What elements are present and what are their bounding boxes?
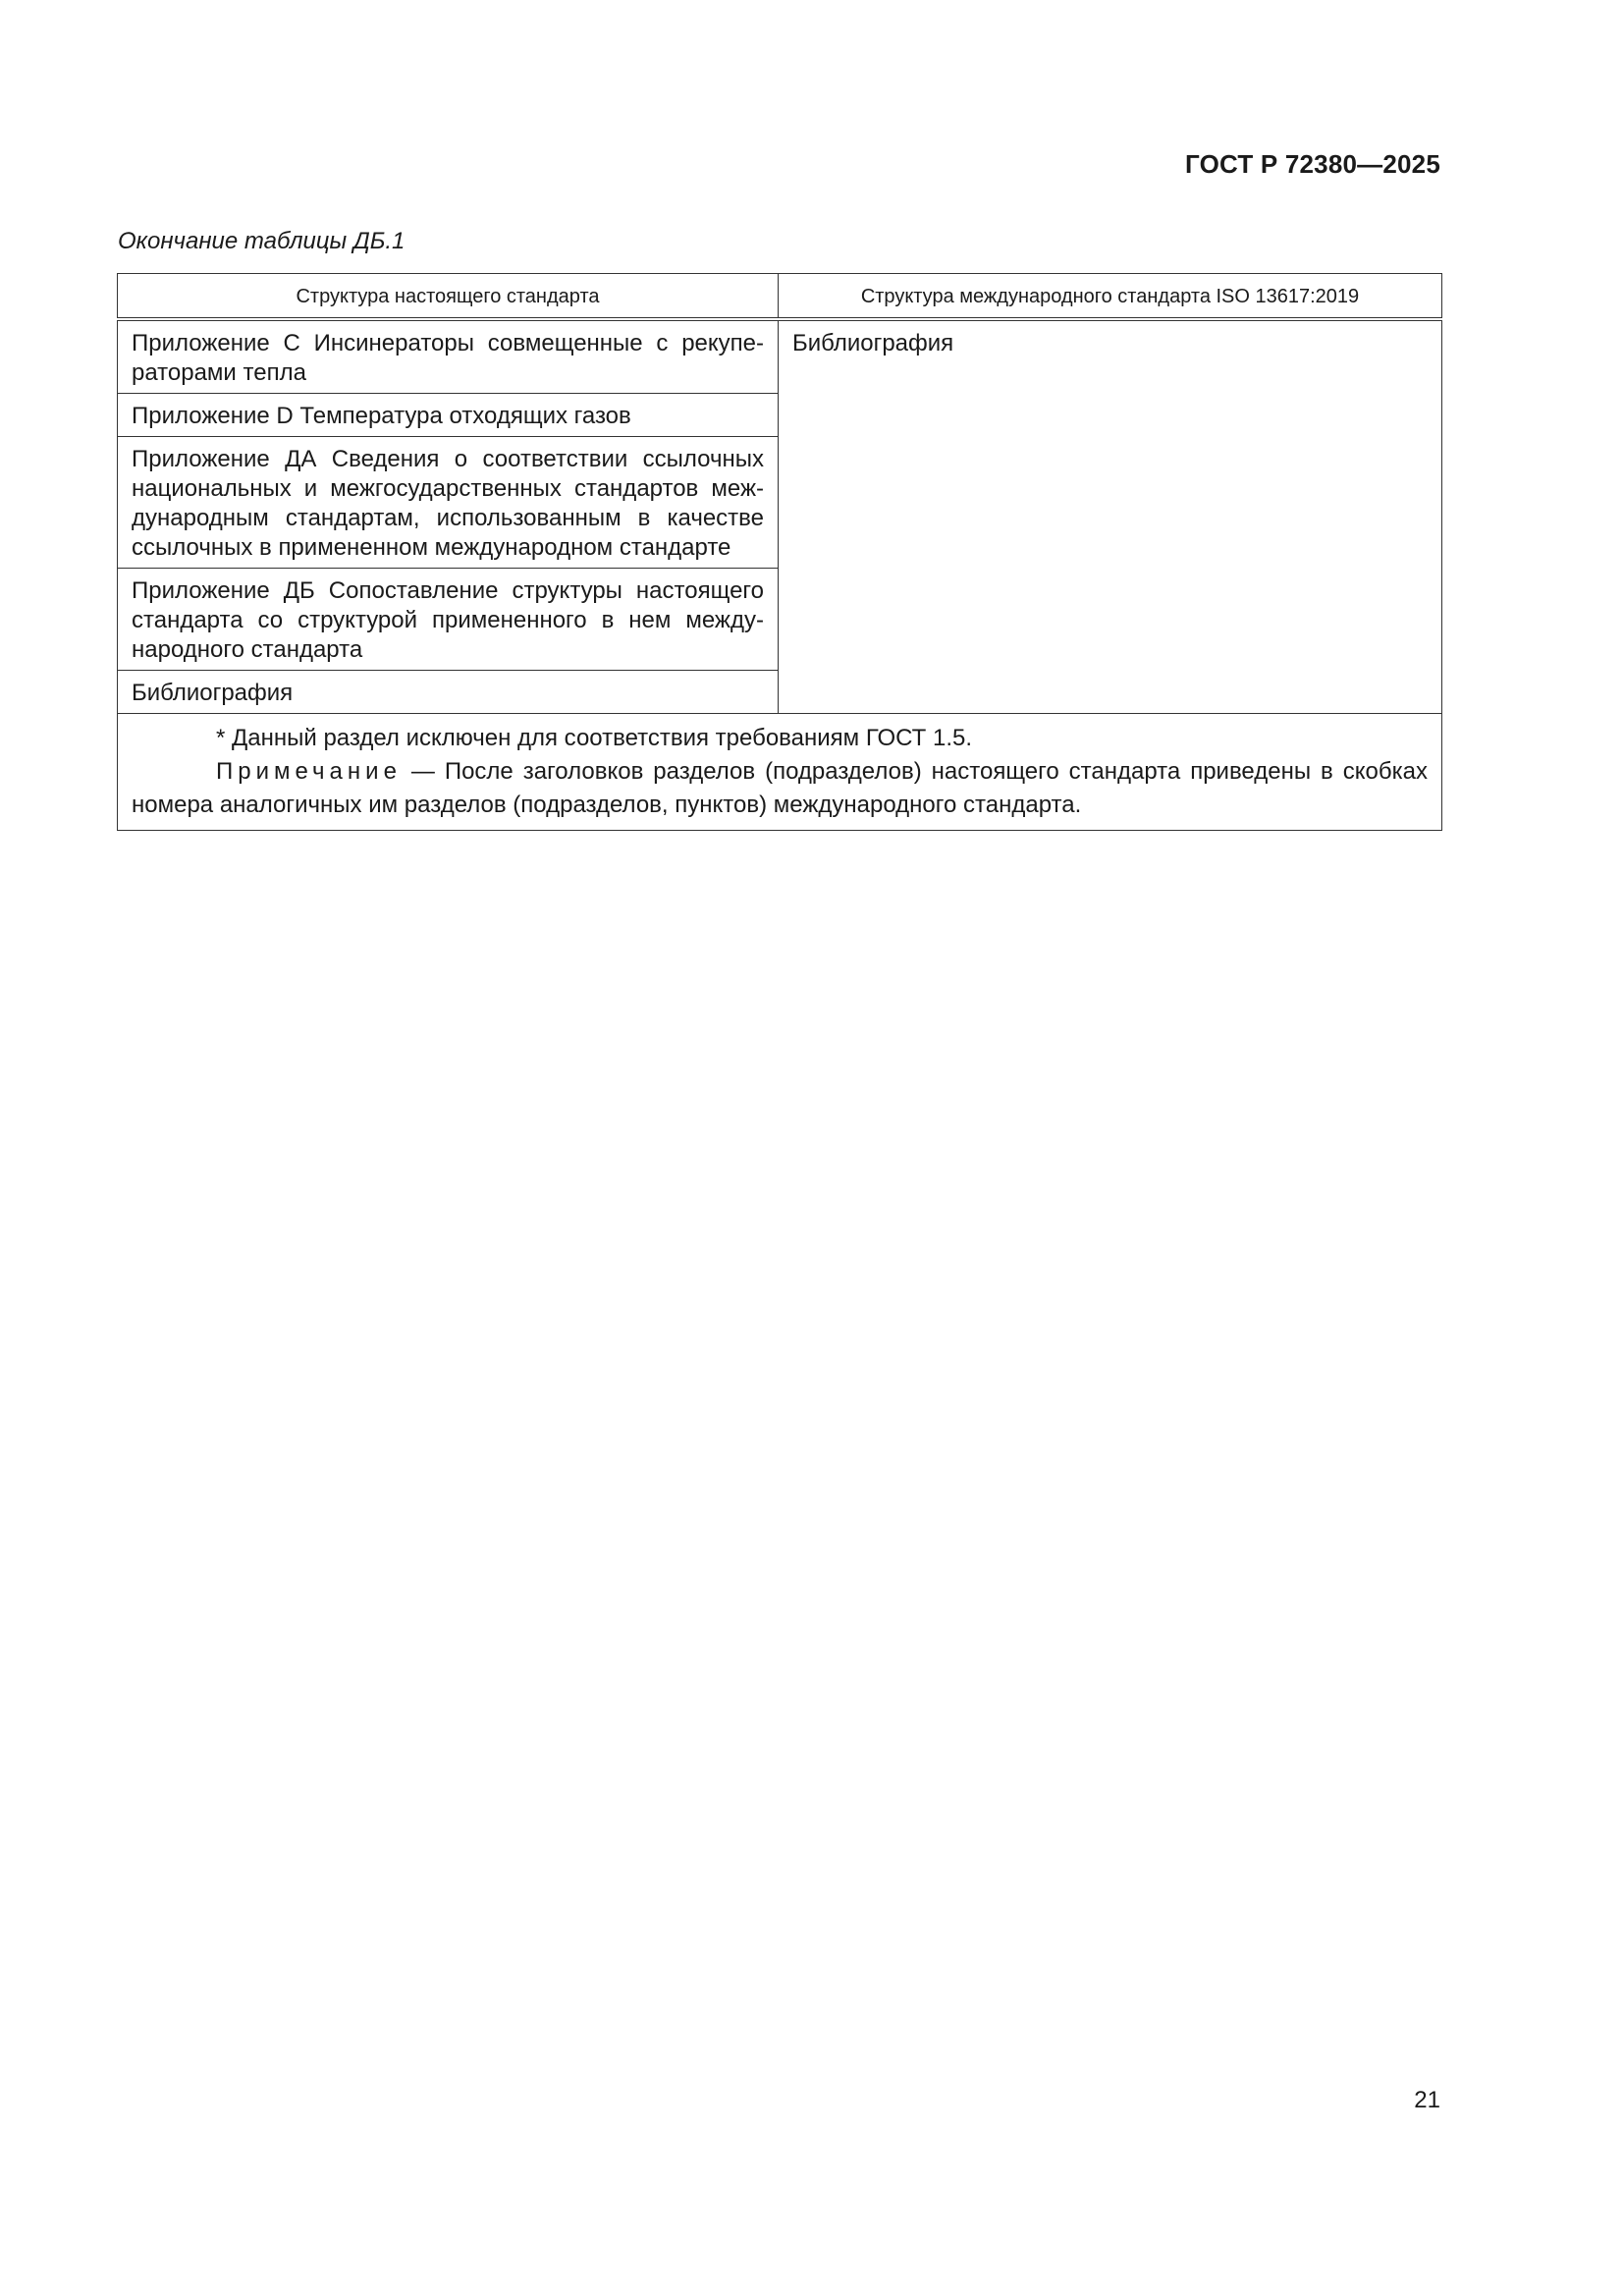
structure-comparison-table [117, 273, 1442, 831]
appendix-da-cell: Приложение ДА Сведения о соответствии ссылочных национальных и межгосударственных стандартов международным стандартам, использованным в качестве ссылочных в примененном международном стандарте [118, 437, 779, 569]
note-text: — После заголовков разделов (подразделов) настоящего стандарта приведены в скобках номера аналогичных им разделов (подразделов, пунктов) международного стандарта. [132, 758, 1428, 818]
appendix-c-cell: Приложение С Инсинераторы совмещенные с рекуператорами тепла [118, 319, 779, 394]
note-label: Примечание [216, 758, 402, 785]
column-header-international-standard: Структура международного стандарта ISO 13617:2019 [779, 274, 1442, 320]
appendix-d-cell: Приложение D Температура отходящих газов [118, 394, 779, 437]
footnote: * Данный раздел исключен для соответствия требованиям ГОСТ 1.5. [216, 725, 973, 751]
table-notes-cell [118, 714, 1442, 831]
column-header-current-standard: Структура настоящего стандарта [118, 274, 779, 320]
appendix-db-cell: Приложение ДБ Сопоставление структуры настоящего стандарта со структурой примененного в нем международного стандарта [118, 569, 779, 671]
table-notes-row [118, 714, 1442, 831]
document-code: ГОСТ Р 72380—2025 [1185, 149, 1440, 179]
table-row [118, 319, 1442, 394]
page-number: 21 [1414, 2087, 1440, 2113]
note-paragraph [132, 755, 1428, 822]
bibliography-cell: Библиография [118, 671, 779, 714]
table-caption: Окончание таблицы ДБ.1 [118, 228, 406, 254]
international-bibliography-cell: Библиография [779, 319, 1442, 714]
table-header-row [118, 274, 1442, 320]
